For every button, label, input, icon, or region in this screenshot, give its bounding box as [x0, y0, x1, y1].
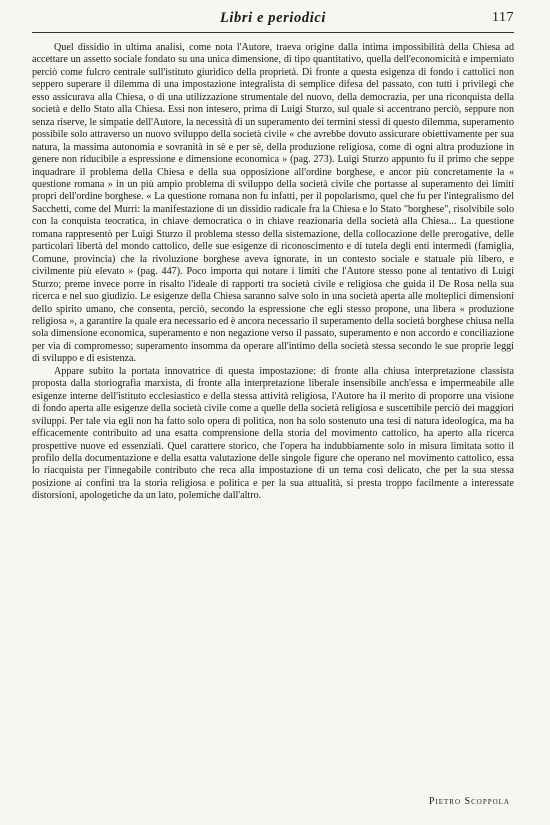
author-signature: Pietro Scoppola [428, 796, 510, 807]
section-title: Libri e periodici [219, 10, 327, 26]
paragraph-1: Quel dissidio in ultima analisi, come nota l'Autore, traeva origine dalla intima impossibilità della Chiesa ad accettare un assetto sociale fondato su una unica dimensione, di tipo quantitativo, quella dell'economicità e imperniato perciò come fulcro centrale sull'istituto giuridico della proprietà. Di fronte a questa esigenza di fondo i cattolici non seppero superare il dilemma di una impostazione integralista di semplice difesa del passato, con tutti i privilegi che esso assicurava alla Chiesa, o di una utilizzazione strumentale del nuovo, della democrazia, per una riconquista della società e dello Stato alla Chiesa. Essi non intesero, prima di Luigi Sturzo, sul quale si accentrano perciò, seppure non senza riserve, le simpatie dell'Autore, la necessità di un superamento dei termini stessi di questo dilemma, superamento possibile solo attraverso un nuovo sviluppo della società civile « che avrebbe dovuto assicurare obiettivamente per sua natura, la massima autonomia e sovranità in sè e per sè, della produzione religiosa, come di ogni altra produzione in genere non riducibile a espressione e dimensione economica » (pag. 273). Luigi Sturzo appunto fu il primo che seppe inquadrare il problema della Chiesa e della sua opposizione all'ordine borghese, e ancor più concretamente la « questione romana » in un più ampio problema di sviluppo della società civile che portasse al superamento dei limiti propri dell'ordine borghese. « La questione romana non fu infatti, per il popolarismo, quel che fu per l'integralismo del Sacchetti, come del Murri: la manifestazione di un dissidio radicale fra la Chiesa e lo Stato "borghese", risolvibile solo con la conquista teocratica, in chiave democratica o in chiave reazionaria della società alla Chiesa... La questione romana rappresentò per Luigi Sturzo il problema stesso della sistemazione, della collocazione delle prerogative, delle particolari libertà del mondo cattolico, delle sue esigenze di riconoscimento e di tutela degli enti intermedi (famiglia, Comune, provincia) che la rivoluzione borghese aveva ignorate, in un contesto sociale e statuale più libero, e civilmente più elevato » (pag. 447). Poco importa qui notare i limiti che l'Autore stesso pone al tentativo di Luigi Sturzo; preme invece porre in risalto l'ideale di rapporti tra società civile e religiosa che guida il De Rosa nella sua ricerca e nel suo giudizio. Le esigenze della Chiesa saranno salve solo in una società aperta alle molteplici dimensioni dello spirito umano, che consenta, perciò, secondo la espressione che egli stesso propone, una libera « produzione religiosa », a garantire la quale era necessario ed è ancora necessario il superamento della società borghese chiusa nella sola dimensione economica, superamento e non negazione verso il passato, superamento e non accordo e conciliazione per via di compromesso; superamento insomma da operare all'intimo della società stessa secondo le sue proprie leggi di sviluppo e di esistenza. [32, 42, 514, 365]
running-head [32, 10, 514, 32]
paragraph-2: Appare subito la portata innovatrice di questa impostazione: di fronte alla chiusa interpretazione classista proposta dalla storiografia marxista, di fronte alla interpretazione liberale insensibile anch'essa e impermeabile alle esigenze interne dell'istituto ecclesiastico e della stessa attività religiosa, l'Autore ha il merito di proporre una visione di fondo aperta alle esigenze della società civile come a quelle della società religiosa e suscettibile perciò dei maggiori sviluppi. Per tale via egli non ha fatto solo opera di politica, non ha solo sostenuto una tesi di natura ideologica, ma ha efficacemente contribuito ad una esatta comprensione della storia del movimento cattolico, ha aperto alla ricerca prospettive nuove ed essenziali. Quel carattere storico, che l'opera ha indubbiamente solo in misura limitata sotto il profilo della documentazione e della esatta valutazione delle singole figure che operano nel movimento cattolico, essa lo riacquista per l'innegabile contributo che reca alla impostazione di un tema così delicato, che per la sua stessa posizione ai confini tra la storia religiosa e politica e per la sua attualità, si presta troppo facilmente a interessate distorsioni, apologetiche da un lato, polemiche dall'altro. [32, 365, 514, 502]
body-text [32, 42, 514, 503]
header-rule [32, 32, 514, 33]
page-number: 117 [492, 10, 514, 25]
